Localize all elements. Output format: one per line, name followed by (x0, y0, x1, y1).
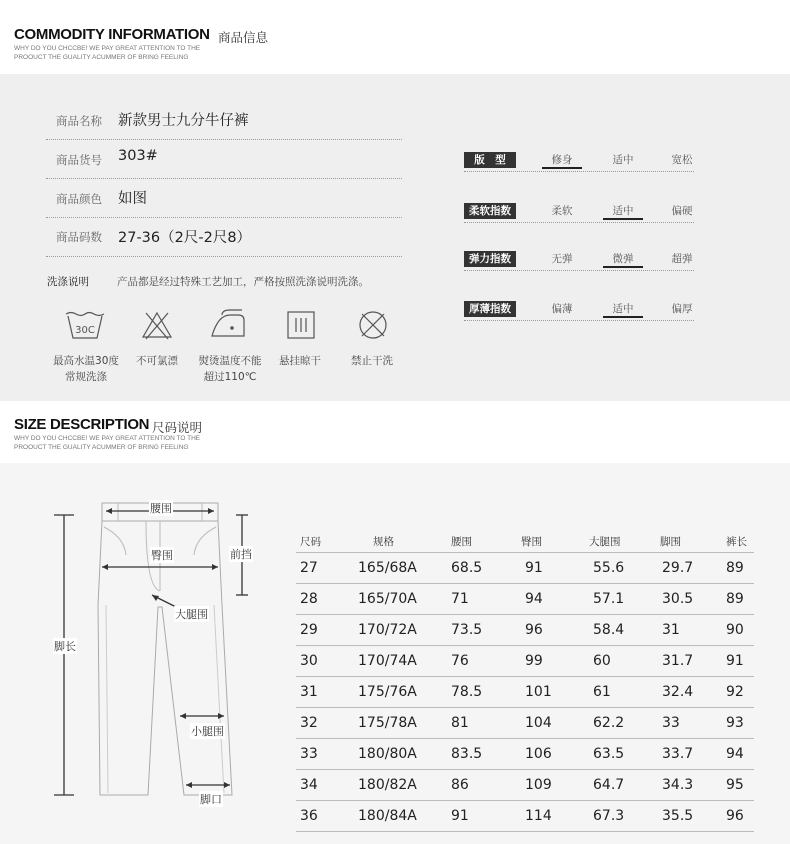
header-spec: 规格 (373, 536, 394, 548)
table-cell: 62.2 (593, 715, 625, 731)
tag-elasticity: 弹力指数 (464, 251, 516, 267)
table-cell: 36 (300, 808, 318, 824)
washing-text: 产品都是经过特殊工艺加工，严格按照洗涤说明洗涤。 (117, 276, 369, 288)
table-cell: 180/82A (358, 777, 417, 793)
table-cell: 34 (300, 777, 318, 793)
pants-diagram (40, 495, 270, 815)
table-cell: 165/70A (358, 591, 417, 607)
table-cell: 32.4 (662, 684, 694, 700)
diagram-label-hip: 臀围 (151, 549, 173, 562)
info-label-color: 商品颜色 (56, 192, 102, 206)
divider (464, 222, 694, 223)
option-thickness-medium: 适中 (603, 301, 643, 318)
size-title-cn: 尺码说明 (152, 420, 203, 435)
table-row (296, 770, 754, 800)
table-cell: 68.5 (451, 560, 483, 576)
wash-30-icon (64, 310, 106, 340)
table-cell: 89 (726, 591, 744, 607)
size-subtitle: WHY DO YOU CHCCBE! WE PAY GREAT ATTENTION TO THE PROOUCT THE GUALITY ACUMMER OF BRING FEELING (14, 435, 201, 451)
table-cell: 76 (451, 653, 469, 669)
table-cell: 32 (300, 715, 318, 731)
table-cell: 55.6 (593, 560, 625, 576)
care-label-iron: 熨烫温度不能 超过110℃ (198, 355, 262, 383)
table-cell: 29.7 (662, 560, 694, 576)
size-table (296, 526, 754, 832)
care-label-wash: 最高水温30度 常规洗涤 (53, 355, 119, 383)
table-cell: 99 (525, 653, 543, 669)
table-cell: 91 (726, 653, 744, 669)
table-cell: 165/68A (358, 560, 417, 576)
table-cell: 91 (451, 808, 469, 824)
table-cell: 81 (451, 715, 469, 731)
table-cell: 93 (726, 715, 744, 731)
table-cell: 175/78A (358, 715, 417, 731)
table-cell: 89 (726, 560, 744, 576)
care-label-hang: 悬挂晾干 (279, 355, 321, 367)
diagram-label-thigh: 大腿围 (175, 608, 208, 621)
table-cell: 109 (525, 777, 552, 793)
care-label-dryclean: 禁止干洗 (351, 355, 393, 367)
divider (46, 139, 402, 140)
table-row (296, 708, 754, 738)
header-waist: 腰围 (451, 536, 472, 548)
table-row (296, 646, 754, 676)
table-cell: 29 (300, 622, 318, 638)
option-fit-regular: 适中 (612, 154, 634, 166)
table-cell: 94 (525, 591, 543, 607)
table-cell: 114 (525, 808, 552, 824)
table-cell: 33.7 (662, 746, 694, 762)
table-cell: 101 (525, 684, 552, 700)
table-cell: 30.5 (662, 591, 694, 607)
table-cell: 61 (593, 684, 611, 700)
table-cell: 170/72A (358, 622, 417, 638)
option-softness-soft: 柔软 (551, 205, 573, 217)
table-cell: 95 (726, 777, 744, 793)
divider (46, 256, 402, 257)
table-cell: 71 (451, 591, 469, 607)
table-header (296, 526, 754, 552)
table-cell: 96 (525, 622, 543, 638)
tag-fit: 版 型 (464, 152, 516, 168)
table-cell: 31 (300, 684, 318, 700)
commodity-subtitle: WHY DO YOU CHCCBE! WE PAY GREAT ATTENTION TO THE PROOUCT THE GUALITY ACUMMER OF BRING FEELING (14, 45, 201, 61)
table-row (296, 801, 754, 831)
table-cell: 33 (300, 746, 318, 762)
commodity-title-cn: 商品信息 (218, 30, 269, 45)
header-size: 尺码 (300, 536, 321, 548)
hang-dry-icon (286, 310, 316, 340)
option-thickness-thick: 偏厚 (671, 303, 693, 315)
table-cell: 90 (726, 622, 744, 638)
table-cell: 35.5 (662, 808, 694, 824)
size-title-en: SIZE DESCRIPTION (14, 416, 150, 433)
option-softness-hard: 偏硬 (671, 205, 693, 217)
table-cell: 28 (300, 591, 318, 607)
tag-softness: 柔软指数 (464, 203, 516, 219)
tag-thickness: 厚薄指数 (464, 301, 516, 317)
diagram-label-front-rise: 前挡 (230, 548, 252, 561)
table-cell: 57.1 (593, 591, 625, 607)
table-cell: 30 (300, 653, 318, 669)
table-cell: 27 (300, 560, 318, 576)
option-elasticity-none: 无弹 (551, 253, 573, 265)
diagram-label-calf: 小腿围 (191, 725, 224, 738)
info-label-sku: 商品货号 (56, 153, 102, 167)
option-softness-medium: 适中 (603, 203, 643, 220)
diagram-label-hem: 脚口 (200, 793, 222, 806)
divider (464, 320, 694, 321)
svg-text:30C: 30C (75, 325, 95, 336)
table-cell: 83.5 (451, 746, 483, 762)
table-cell: 67.3 (593, 808, 625, 824)
table-cell: 170/74A (358, 653, 417, 669)
table-row (296, 677, 754, 707)
table-cell: 91 (525, 560, 543, 576)
table-cell: 92 (726, 684, 744, 700)
table-cell: 64.7 (593, 777, 625, 793)
info-value-name: 新款男士九分牛仔裤 (118, 113, 249, 129)
table-row (296, 553, 754, 583)
divider (46, 217, 402, 218)
no-dry-clean-icon (357, 309, 389, 341)
washing-title: 洗涤说明 (47, 276, 89, 288)
table-cell: 94 (726, 746, 744, 762)
row-divider (296, 831, 754, 832)
diagram-label-length: 脚长 (54, 640, 76, 653)
table-row (296, 584, 754, 614)
header-hip: 臀围 (521, 536, 542, 548)
table-cell: 106 (525, 746, 552, 762)
table-cell: 63.5 (593, 746, 625, 762)
table-cell: 180/80A (358, 746, 417, 762)
table-cell: 34.3 (662, 777, 694, 793)
commodity-title-en: COMMODITY INFORMATION (14, 26, 210, 43)
table-cell: 86 (451, 777, 469, 793)
table-cell: 180/84A (358, 808, 417, 824)
info-value-sku: 303# (118, 148, 158, 164)
header-length: 裤长 (726, 536, 747, 548)
table-cell: 104 (525, 715, 552, 731)
info-label-name: 商品名称 (56, 114, 102, 128)
table-row (296, 615, 754, 645)
table-cell: 58.4 (593, 622, 625, 638)
option-elasticity-super: 超弹 (671, 253, 693, 265)
iron-icon (208, 308, 248, 340)
table-row (296, 739, 754, 769)
option-thickness-thin: 偏薄 (551, 303, 573, 315)
table-body (296, 552, 754, 832)
divider (464, 270, 694, 271)
option-elasticity-slight: 微弹 (603, 251, 643, 268)
table-cell: 78.5 (451, 684, 483, 700)
table-cell: 33 (662, 715, 680, 731)
option-fit-loose: 宽松 (671, 154, 693, 166)
table-cell: 73.5 (451, 622, 483, 638)
header-thigh: 大腿围 (589, 536, 621, 548)
care-label-bleach: 不可氯漂 (136, 355, 178, 367)
diagram-label-waist: 腰围 (150, 502, 172, 515)
option-fit-slim: 修身 (542, 152, 582, 169)
table-cell: 31.7 (662, 653, 694, 669)
info-value-color: 如图 (118, 191, 147, 207)
header-hem: 脚围 (660, 536, 681, 548)
info-label-sizes: 商品码数 (56, 230, 102, 244)
divider (464, 171, 694, 172)
divider (46, 178, 402, 179)
no-bleach-icon (141, 309, 173, 341)
table-cell: 60 (593, 653, 611, 669)
table-cell: 31 (662, 622, 680, 638)
info-value-sizes: 27-36（2尺-2尺8） (118, 230, 252, 246)
table-cell: 175/76A (358, 684, 417, 700)
table-cell: 96 (726, 808, 744, 824)
